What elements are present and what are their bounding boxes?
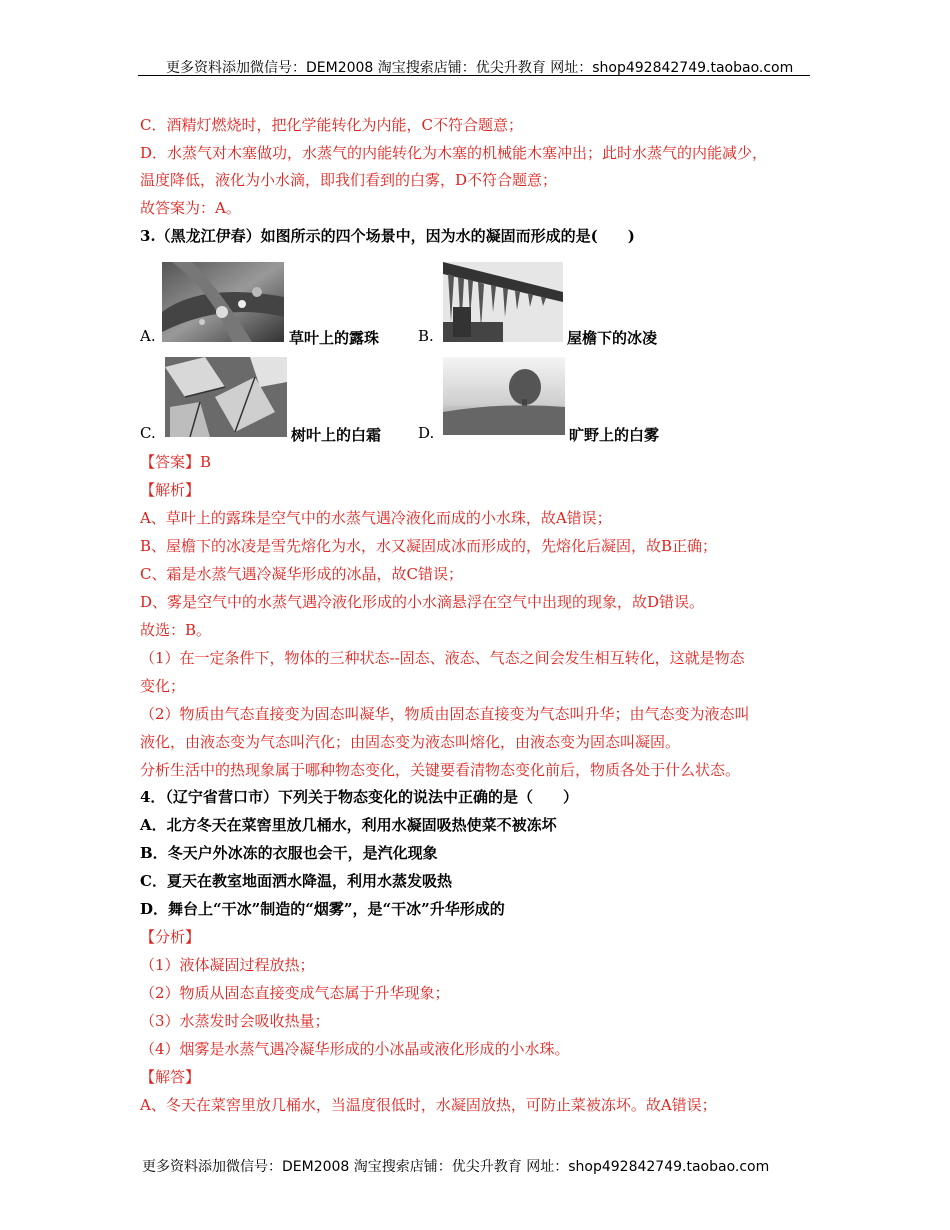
note-line: 液化，由液态变为气态叫汽化；由固态变为液态叫熔化，由液态变为固态叫凝固。: [140, 733, 681, 751]
dew-on-grass-photo: [162, 262, 284, 342]
note-line: （2）物质由气态直接变为固态叫凝华，物质由固态直接变为气态叫升华；由气态变为液态叫: [140, 705, 750, 723]
analysis-line: （1）液体凝固过程放热；: [140, 956, 315, 974]
analysis-line-c: C．酒精灯燃烧时，把化学能转化为内能，C不符合题意；: [140, 116, 523, 134]
choice-line: 故选：B。: [140, 621, 212, 639]
note-line: 变化；: [140, 677, 186, 695]
option-b-caption: 屋檐下的冰凌: [567, 329, 658, 347]
option-c: C．夏天在教室地面洒水降温，利用水蒸发吸热: [140, 872, 452, 890]
option-a: A．北方冬天在菜窖里放几桶水，利用水凝固吸热使菜不被冻坏: [140, 816, 557, 834]
fog-over-field-photo: [443, 357, 565, 435]
note-line: （1）在一定条件下，物体的三种状态--固态、液态、气态之间会发生相互转化，这就是物态: [140, 649, 745, 667]
analysis-line-d1: D．水蒸气对木塞做功，水蒸气的内能转化为木塞的机械能木塞冲出；此时水蒸气的内能减少，: [140, 144, 768, 162]
answer-label: 【答案】B: [140, 453, 212, 471]
page-footer: 更多资料添加微信号：DEM2008 淘宝搜索店铺：优尖升教育 网址：shop492842749.taobao.com: [142, 1159, 770, 1175]
note-line: 分析生活中的热现象属于哪种物态变化，关键要看清物态变化前后，物质各处于什么状态。: [140, 761, 741, 779]
analysis-line: （3）水蒸发时会吸收热量；: [140, 1012, 330, 1030]
option-d-caption: 旷野上的白雾: [569, 426, 660, 444]
analysis-line: D、雾是空气中的水蒸气遇冷液化形成的小水滴悬浮在空气中出现的现象，故D错误。: [140, 593, 705, 611]
solution-label: 【解答】: [140, 1068, 201, 1086]
analysis-line: B、屋檐下的冰凌是雪先熔化为水，水又凝固成冰而形成的，先熔化后凝固，故B正确；: [140, 537, 718, 555]
answer-line: 故答案为：A。: [140, 199, 241, 217]
option-b: B．冬天户外冰冻的衣服也会干，是汽化现象: [140, 844, 438, 862]
question-3-title: 3.（黑龙江伊春）如图所示的四个场景中，因为水的凝固而形成的是( ): [140, 227, 635, 245]
header-divider: [138, 75, 810, 76]
analysis-line: （4）烟雾是水蒸气遇冷凝华形成的小冰晶或液化形成的小水珠。: [140, 1040, 570, 1058]
option-a-letter: A.: [140, 327, 156, 345]
frost-on-leaves-photo: [165, 357, 287, 437]
icicles-under-eaves-photo: [443, 262, 563, 342]
option-d: D．舞台上“干冰”制造的“烟雾”，是“干冰”升华形成的: [140, 900, 505, 918]
question-4-title: 4．（辽宁省营口市）下列关于物态变化的说法中正确的是（ ）: [140, 788, 578, 806]
analysis-line: A、草叶上的露珠是空气中的水蒸气遇冷液化而成的小水珠，故A错误；: [140, 509, 612, 527]
analysis-label: 【解析】: [140, 481, 201, 499]
analysis-line: （2）物质从固态直接变成气态属于升华现象；: [140, 984, 450, 1002]
analysis-line: C、霜是水蒸气遇冷凝华形成的冰晶，故C错误；: [140, 565, 463, 583]
analysis-label: 【分析】: [140, 928, 201, 946]
page-header: 更多资料添加微信号：DEM2008 淘宝搜索店铺：优尖升教育 网址：shop492842749.taobao.com: [166, 60, 794, 76]
analysis-line-d2: 温度降低，液化为小水滴，即我们看到的白雾，D不符合题意；: [140, 171, 558, 189]
option-c-caption: 树叶上的白霜: [291, 426, 382, 444]
option-b-letter: B.: [418, 327, 434, 345]
option-d-letter: D.: [418, 424, 435, 442]
option-a-caption: 草叶上的露珠: [289, 329, 380, 347]
option-c-letter: C.: [140, 424, 156, 442]
solution-line: A、冬天在菜窖里放几桶水，当温度很低时，水凝固放热，可防止菜被冻坏。故A错误；: [140, 1096, 717, 1114]
